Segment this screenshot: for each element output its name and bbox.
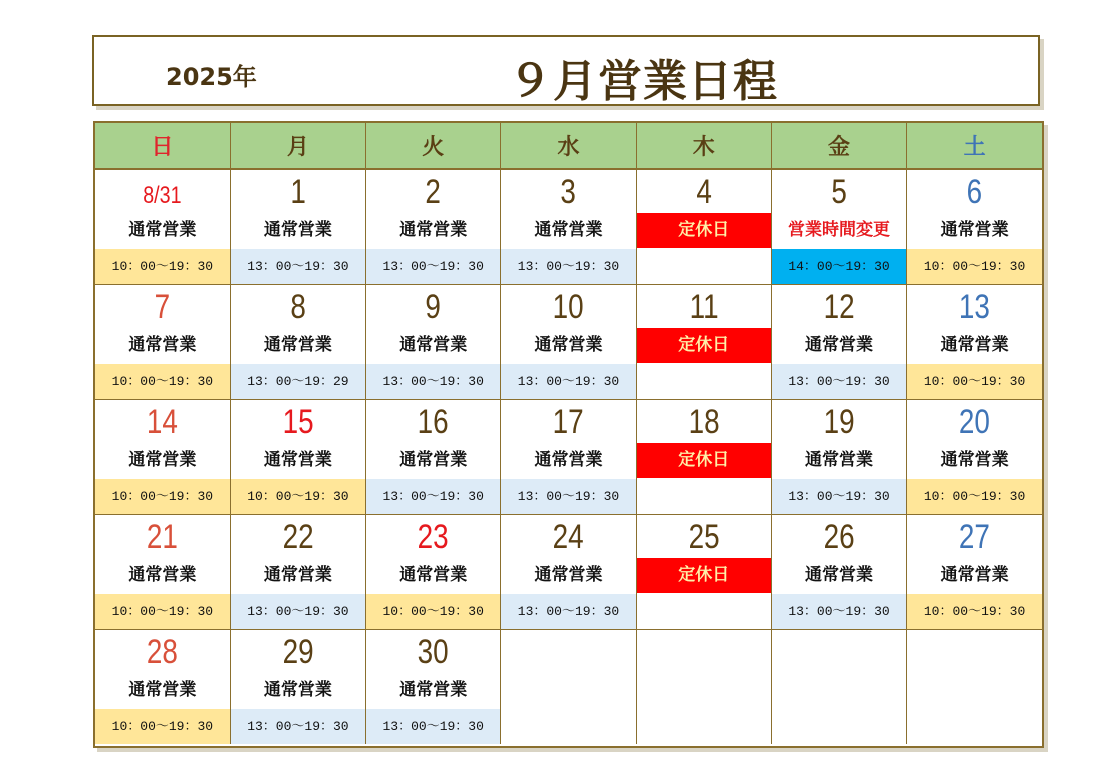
business-hours xyxy=(637,479,771,514)
year-label: 2025年 xyxy=(166,63,257,91)
business-hours xyxy=(637,364,771,399)
day-cell xyxy=(501,169,636,285)
business-hours: 10：00〜19：30 xyxy=(366,594,500,629)
business-hours: 13：00〜19：29 xyxy=(231,364,365,399)
business-hours: 14：00〜19：30 xyxy=(772,249,906,284)
day-cell xyxy=(636,515,771,630)
business-hours: 10：00〜19：30 xyxy=(907,479,1042,514)
day-number: 22 xyxy=(282,518,314,556)
day-number: 11 xyxy=(689,288,719,326)
day-number: 29 xyxy=(282,633,314,671)
business-status: 通常営業 xyxy=(263,450,332,470)
business-status: 通常営業 xyxy=(940,335,1009,355)
business-status: 通常営業 xyxy=(128,335,197,355)
day-cell xyxy=(501,400,636,515)
day-number: 1 xyxy=(290,173,306,211)
week-row xyxy=(95,169,1042,285)
day-cell xyxy=(501,285,636,400)
day-cell xyxy=(366,285,501,400)
day-cell xyxy=(771,400,906,515)
business-hours: 10：00〜19：30 xyxy=(231,479,365,514)
business-status: 通常営業 xyxy=(805,565,874,585)
day-cell xyxy=(907,515,1042,630)
day-cell xyxy=(230,515,365,630)
business-status: 通常営業 xyxy=(940,450,1009,470)
day-cell xyxy=(230,285,365,400)
day-number: 6 xyxy=(966,173,983,211)
business-hours: 13：00〜19：30 xyxy=(231,594,365,629)
day-number: 23 xyxy=(417,518,449,556)
day-cell xyxy=(907,630,1042,745)
day-cell xyxy=(230,169,365,285)
day-number: 12 xyxy=(823,288,855,326)
business-hours: 13：00〜19：30 xyxy=(501,249,635,284)
business-status: 通常営業 xyxy=(399,335,468,355)
business-status: 通常営業 xyxy=(263,335,332,355)
day-number: 26 xyxy=(823,518,855,556)
business-status: 通常営業 xyxy=(399,450,468,470)
business-status: 通常営業 xyxy=(128,680,197,700)
day-number: 27 xyxy=(959,518,991,556)
page-title: ９月営業日程 xyxy=(508,56,778,107)
schedule-header xyxy=(92,35,1040,106)
day-cell xyxy=(366,400,501,515)
week-row xyxy=(95,515,1042,630)
business-hours: 13：00〜19：30 xyxy=(366,709,500,744)
day-cell xyxy=(771,285,906,400)
business-hours: 13：00〜19：30 xyxy=(231,249,365,284)
business-hours: 10：00〜19：30 xyxy=(907,364,1042,399)
day-number: 20 xyxy=(959,403,991,441)
day-cell xyxy=(95,400,230,515)
business-hours: 13：00〜19：30 xyxy=(231,709,365,744)
week-row xyxy=(95,400,1042,515)
business-hours: 13：00〜19：30 xyxy=(501,594,635,629)
weekday-sat: 土 xyxy=(907,123,1042,169)
weekday-tue: 火 xyxy=(366,123,501,169)
business-status: 通常営業 xyxy=(263,220,332,240)
business-hours xyxy=(637,594,771,629)
day-cell xyxy=(771,630,906,745)
weekday-fri: 金 xyxy=(771,123,906,169)
weekday-header-row xyxy=(95,123,1042,169)
business-status: 通常営業 xyxy=(128,565,197,585)
day-cell xyxy=(501,515,636,630)
day-number: 18 xyxy=(688,403,720,441)
day-number: 3 xyxy=(560,173,577,211)
business-hours: 13：00〜19：30 xyxy=(501,364,635,399)
day-number: 8/31 xyxy=(143,182,182,209)
business-hours: 10：00〜19：30 xyxy=(95,364,230,399)
weekday-wed: 水 xyxy=(501,123,636,169)
business-status: 通常営業 xyxy=(534,565,603,585)
business-hours: 10：00〜19：30 xyxy=(95,594,230,629)
day-number: 24 xyxy=(552,518,584,556)
day-cell xyxy=(636,169,771,285)
business-status: 営業時間変更 xyxy=(788,220,891,240)
day-number: 9 xyxy=(425,288,441,326)
business-status: 通常営業 xyxy=(128,220,197,240)
day-number: 28 xyxy=(146,633,178,671)
business-hours: 10：00〜19：30 xyxy=(907,249,1042,284)
business-hours: 10：00〜19：30 xyxy=(95,709,230,744)
week-row xyxy=(95,630,1042,745)
closed-day-badge: 定休日 xyxy=(637,213,771,248)
closed-day-badge: 定休日 xyxy=(637,558,771,593)
business-hours: 13：00〜19：30 xyxy=(772,479,906,514)
business-status: 通常営業 xyxy=(399,220,468,240)
business-status: 通常営業 xyxy=(940,220,1009,240)
business-hours: 10：00〜19：30 xyxy=(95,249,230,284)
day-number: 17 xyxy=(552,403,584,441)
day-number: 19 xyxy=(823,403,855,441)
business-hours xyxy=(637,249,771,284)
day-cell xyxy=(907,400,1042,515)
business-status: 通常営業 xyxy=(399,565,468,585)
business-status: 通常営業 xyxy=(940,565,1009,585)
week-row xyxy=(95,285,1042,400)
business-status: 通常営業 xyxy=(805,335,874,355)
day-cell xyxy=(771,515,906,630)
day-number: 25 xyxy=(688,518,720,556)
business-status: 通常営業 xyxy=(399,680,468,700)
business-status: 通常営業 xyxy=(128,450,197,470)
closed-day-badge: 定休日 xyxy=(637,443,771,478)
business-hours: 13：00〜19：30 xyxy=(772,594,906,629)
closed-day-badge: 定休日 xyxy=(637,328,771,363)
day-number: 30 xyxy=(417,633,449,671)
day-number: 15 xyxy=(282,403,314,441)
day-number: 16 xyxy=(417,403,449,441)
day-cell xyxy=(907,285,1042,400)
day-cell xyxy=(771,169,906,285)
day-cell xyxy=(636,630,771,745)
business-hours: 10：00〜19：30 xyxy=(907,594,1042,629)
day-cell xyxy=(366,169,501,285)
weekday-thu: 木 xyxy=(636,123,771,169)
day-number: 14 xyxy=(146,403,178,441)
day-number: 4 xyxy=(696,173,712,211)
day-cell xyxy=(230,630,365,745)
calendar xyxy=(93,121,1044,748)
day-number: 8 xyxy=(290,288,306,326)
business-hours: 13：00〜19：30 xyxy=(366,364,500,399)
business-status: 通常営業 xyxy=(534,450,603,470)
day-cell xyxy=(230,400,365,515)
business-status: 通常営業 xyxy=(263,680,332,700)
day-number: 10 xyxy=(552,288,584,326)
weekday-sun: 日 xyxy=(95,123,230,169)
business-hours: 13：00〜19：30 xyxy=(366,249,500,284)
day-cell xyxy=(907,169,1042,285)
day-number: 21 xyxy=(146,518,178,556)
day-cell xyxy=(636,400,771,515)
business-status: 通常営業 xyxy=(805,450,874,470)
weekday-mon: 月 xyxy=(230,123,365,169)
business-hours: 13：00〜19：30 xyxy=(772,364,906,399)
calendar-table xyxy=(95,123,1042,744)
day-cell xyxy=(95,169,230,285)
business-status: 通常営業 xyxy=(263,565,332,585)
day-cell xyxy=(501,630,636,745)
day-cell xyxy=(366,630,501,745)
business-hours: 10：00〜19：30 xyxy=(95,479,230,514)
day-number: 5 xyxy=(831,173,847,211)
day-number: 7 xyxy=(154,288,171,326)
day-cell xyxy=(95,515,230,630)
day-cell xyxy=(636,285,771,400)
business-hours: 13：00〜19：30 xyxy=(366,479,500,514)
day-cell xyxy=(366,515,501,630)
business-status: 通常営業 xyxy=(534,335,603,355)
day-number: 2 xyxy=(425,173,441,211)
day-cell xyxy=(95,285,230,400)
business-hours: 13：00〜19：30 xyxy=(501,479,635,514)
day-cell xyxy=(95,630,230,745)
business-status: 通常営業 xyxy=(534,220,603,240)
day-number: 13 xyxy=(959,288,991,326)
